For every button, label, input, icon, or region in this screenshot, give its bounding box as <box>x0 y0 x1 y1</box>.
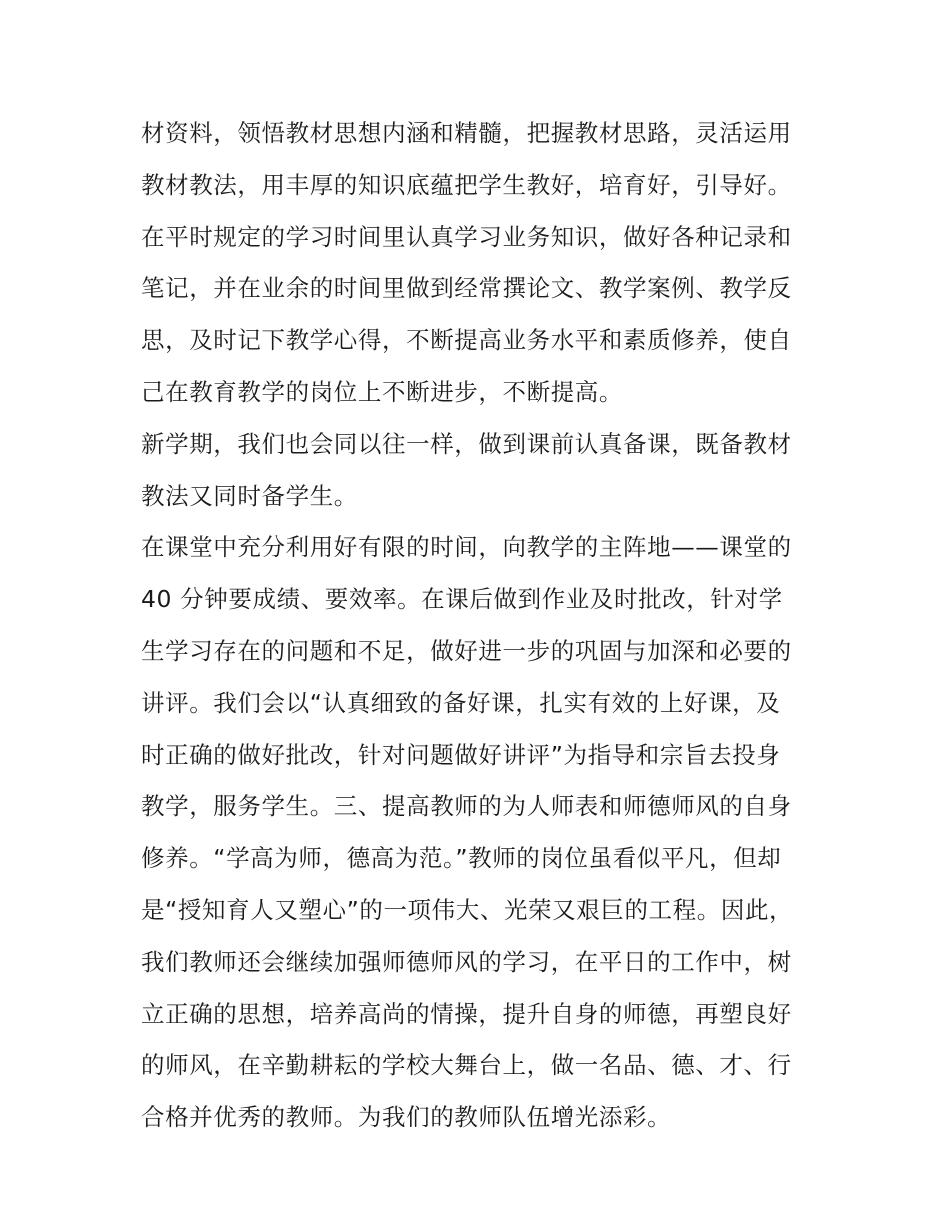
text-line: 在平时规定的学习时间里认真学习业务知识，做好各种记录和 <box>141 222 792 251</box>
text-line: 立正确的思想，培养高尚的情操，提升自身的师德，再塑良好 <box>141 999 792 1028</box>
text-line: 是“授知育人又塑心”的一项伟大、光荣又艰巨的工程。因此， <box>141 895 794 924</box>
text-line: 我们教师还会继续加强师德师风的学习，在平日的工作中，树 <box>141 947 792 976</box>
text-line: 生学习存在的问题和不足，做好进一步的巩固与加深和必要的 <box>141 636 792 665</box>
text-line: 材资料，领悟教材思想内涵和精髓，把握教材思路，灵活运用 <box>141 119 792 147</box>
text-line: 己在教育教学的岗位上不断进步，不断提高。 <box>141 377 623 406</box>
text-line: 在课堂中充分利用好有限的时间，向教学的主阵地——课堂的 <box>141 533 792 562</box>
text-line: 时正确的做好批改，针对问题做好讲评”为指导和宗旨去投身 <box>141 740 781 769</box>
text-line: 教材教法，用丰厚的知识底蕴把学生教好，培育好，引导好。 <box>141 170 792 199</box>
text-line: 教学，服务学生。三、提高教师的为人师表和师德师风的自身 <box>141 792 792 821</box>
text-line: 思，及时记下教学心得，不断提高业务水平和素质修养，使自 <box>141 326 792 355</box>
text-line: 教法又同时备学生。 <box>141 481 358 510</box>
text-line: 的师风，在辛勤耕耘的学校大舞台上，做一名品、德、才、行 <box>141 1051 792 1080</box>
text-line: 修养。“学高为师，德高为范。”教师的岗位虽看似平凡，但却 <box>141 844 782 873</box>
text-line: 笔记，并在业余的时间里做到经常撰论文、教学案例、教学反 <box>141 274 792 303</box>
body-text <box>141 108 821 1144</box>
text-line: 讲评。我们会以“认真细致的备好课，扎实有效的上好课，及 <box>141 688 781 717</box>
text-line: 合格并优秀的教师。为我们的教师队伍增光添彩。 <box>141 1103 672 1132</box>
text-line: 40 分钟要成绩、要效率。在课后做到作业及时批改，针对学 <box>141 585 783 614</box>
text-line: 新学期，我们也会同以往一样，做到课前认真备课，既备教材 <box>141 429 792 458</box>
